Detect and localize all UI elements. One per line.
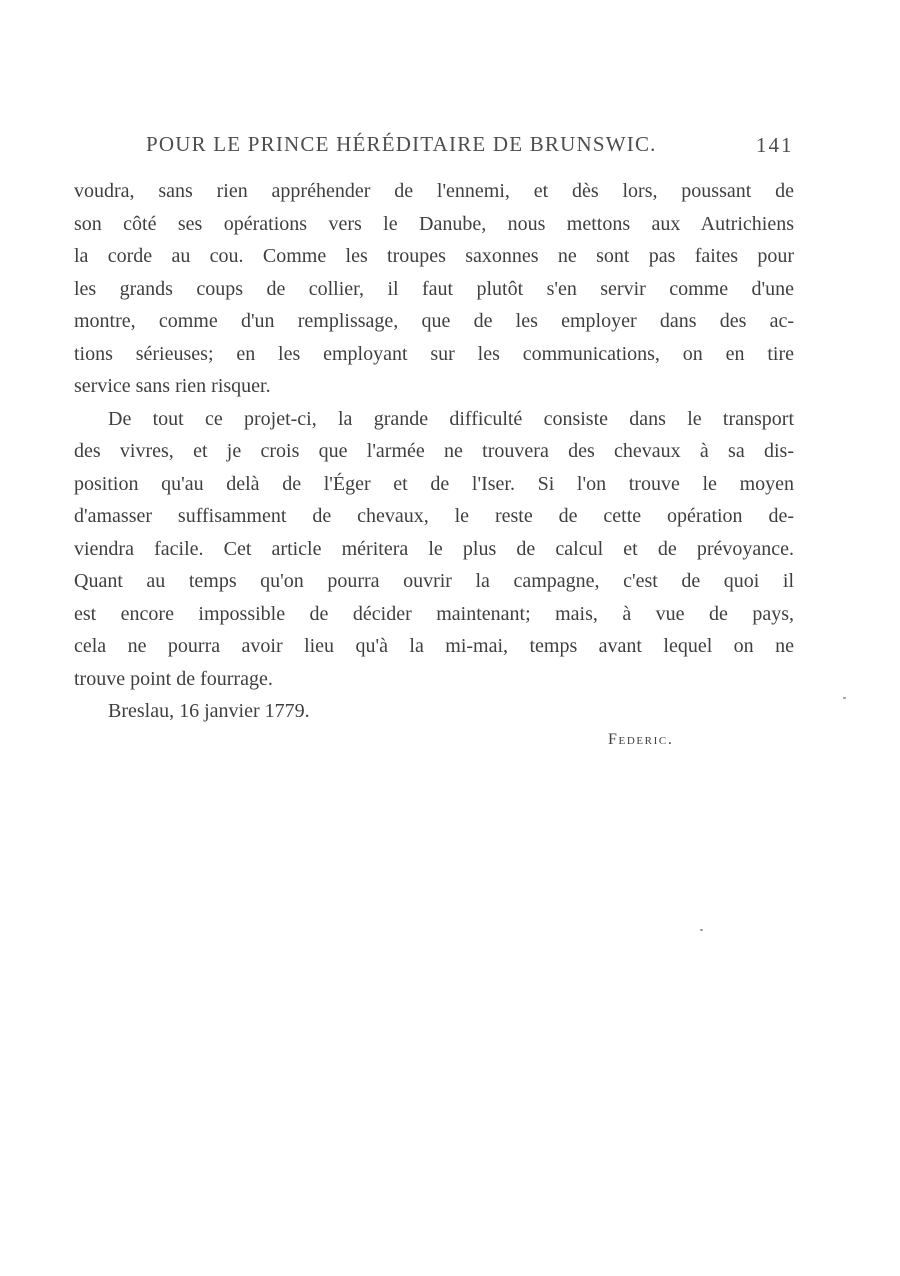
text-line: voudra, sans rien appréhender de l'ennemi, et dès lors, poussant de [74,180,794,202]
print-speck [700,929,703,931]
page-number: 141 [756,133,794,157]
text-line: trouve point de fourrage. [74,667,273,690]
running-title: POUR LE PRINCE HÉRÉDITAIRE DE BRUNSWIC. [146,132,657,156]
text-line: des vivres, et je crois que l'armée ne trouvera des chevaux à sa dis- [74,440,794,462]
text-line: d'amasser suffisamment de chevaux, le reste de cette opération de- [74,505,794,527]
text-line: montre, comme d'un remplissage, que de les employer dans des ac- [74,310,794,332]
letter-body [74,175,794,728]
text-line: la corde au cou. Comme les troupes saxonnes ne sont pas faites pour [74,245,794,267]
text-line: tions sérieuses; en les employant sur les communications, on en tire [74,342,794,365]
text-line: est encore impossible de décider maintenant; mais, à vue de pays, [74,602,794,625]
text-line: son côté ses opérations vers le Danube, nous mettons aux Autrichiens [74,212,794,235]
text-line: Quant au temps qu'on pourra ouvrir la campagne, c'est de quoi il [74,570,794,592]
print-speck [843,697,846,699]
text-line: position qu'au delà de l'Éger et de l'Iser. Si l'on trouve le moyen [74,472,794,495]
dateline: Breslau, 16 janvier 1779. [108,700,310,722]
signature: Federic. [608,731,674,748]
text-line: les grands coups de collier, il faut plutôt s'en servir comme d'une [74,277,794,300]
text-line: viendra facile. Cet article méritera le plus de calcul et de prévoyance. [74,537,794,560]
text-line: De tout ce projet-ci, la grande difficulté consiste dans le transport [108,407,794,430]
paragraph [74,403,794,696]
text-line: service sans rien risquer. [74,375,271,397]
paragraph [74,175,794,403]
text-line: cela ne pourra avoir lieu qu'à la mi-mai, temps avant lequel on ne [74,635,794,657]
dateline-block [74,695,794,728]
